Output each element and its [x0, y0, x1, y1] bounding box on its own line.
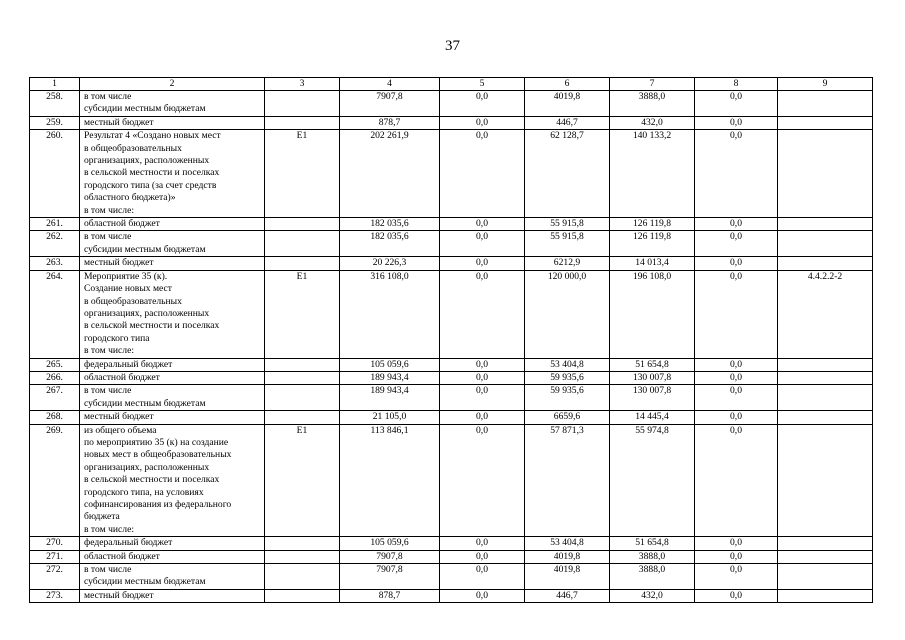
table-row	[30, 231, 873, 257]
row-name-cell: в том числе субсидии местным бюджетам	[80, 385, 265, 411]
row-total-cell: 182 035,6	[340, 231, 440, 257]
row-code-cell	[265, 589, 340, 602]
row-year2-cell: 53 404,8	[525, 358, 610, 371]
row-ref-cell: 4.4.2.2-2	[778, 270, 873, 358]
column-header: 2	[80, 78, 265, 91]
row-ref-cell	[778, 371, 873, 384]
row-year4-cell: 0,0	[695, 270, 778, 358]
row-year3-cell: 51 654,8	[610, 358, 695, 371]
row-total-cell: 316 108,0	[340, 270, 440, 358]
row-year4-cell: 0,0	[695, 218, 778, 231]
row-total-cell: 113 846,1	[340, 424, 440, 537]
row-total-cell: 189 943,4	[340, 385, 440, 411]
row-total-cell: 105 059,6	[340, 537, 440, 550]
row-year1-cell: 0,0	[440, 130, 525, 218]
row-name-cell: в том числе субсидии местным бюджетам	[80, 564, 265, 590]
row-ref-cell	[778, 424, 873, 537]
row-code-cell: Е1	[265, 424, 340, 537]
row-ref-cell	[778, 218, 873, 231]
row-year1-cell: 0,0	[440, 564, 525, 590]
row-year2-cell: 446,7	[525, 589, 610, 602]
row-total-cell: 202 261,9	[340, 130, 440, 218]
row-ref-cell	[778, 257, 873, 270]
table-row	[30, 270, 873, 358]
table-body	[30, 78, 873, 603]
row-year3-cell: 14 445,4	[610, 411, 695, 424]
row-year4-cell: 0,0	[695, 550, 778, 563]
row-year2-cell: 59 935,6	[525, 371, 610, 384]
row-year1-cell: 0,0	[440, 589, 525, 602]
page-number: 37	[445, 38, 460, 54]
column-header: 5	[440, 78, 525, 91]
row-name-cell: в том числе субсидии местным бюджетам	[80, 91, 265, 117]
row-code-cell	[265, 358, 340, 371]
row-number-cell: 259.	[30, 116, 80, 129]
table-row	[30, 91, 873, 117]
table-row	[30, 116, 873, 129]
row-number-cell: 265.	[30, 358, 80, 371]
row-code-cell	[265, 550, 340, 563]
row-year4-cell: 0,0	[695, 116, 778, 129]
row-year4-cell: 0,0	[695, 564, 778, 590]
row-year4-cell: 0,0	[695, 91, 778, 117]
row-year1-cell: 0,0	[440, 257, 525, 270]
row-ref-cell	[778, 564, 873, 590]
row-year3-cell: 126 119,8	[610, 231, 695, 257]
row-year2-cell: 4019,8	[525, 91, 610, 117]
row-year1-cell: 0,0	[440, 537, 525, 550]
row-year4-cell: 0,0	[695, 358, 778, 371]
row-ref-cell	[778, 550, 873, 563]
row-year1-cell: 0,0	[440, 231, 525, 257]
row-year2-cell: 6212,9	[525, 257, 610, 270]
row-code-cell	[265, 91, 340, 117]
row-total-cell: 105 059,6	[340, 358, 440, 371]
row-year3-cell: 432,0	[610, 589, 695, 602]
row-year1-cell: 0,0	[440, 385, 525, 411]
row-name-cell: областной бюджет	[80, 550, 265, 563]
row-code-cell	[265, 116, 340, 129]
row-ref-cell	[778, 537, 873, 550]
row-ref-cell	[778, 130, 873, 218]
row-year4-cell: 0,0	[695, 589, 778, 602]
row-code-cell: Е1	[265, 270, 340, 358]
row-year2-cell: 57 871,3	[525, 424, 610, 537]
row-total-cell: 189 943,4	[340, 371, 440, 384]
row-total-cell: 20 226,3	[340, 257, 440, 270]
row-year2-cell: 4019,8	[525, 564, 610, 590]
row-name-cell: областной бюджет	[80, 371, 265, 384]
row-number-cell: 260.	[30, 130, 80, 218]
row-year3-cell: 55 974,8	[610, 424, 695, 537]
row-total-cell: 182 035,6	[340, 218, 440, 231]
row-name-cell: местный бюджет	[80, 411, 265, 424]
row-year3-cell: 3888,0	[610, 564, 695, 590]
row-year1-cell: 0,0	[440, 424, 525, 537]
table-row	[30, 537, 873, 550]
row-total-cell: 878,7	[340, 589, 440, 602]
column-header: 1	[30, 78, 80, 91]
row-code-cell	[265, 257, 340, 270]
row-year2-cell: 4019,8	[525, 550, 610, 563]
row-year4-cell: 0,0	[695, 385, 778, 411]
row-number-cell: 270.	[30, 537, 80, 550]
row-name-cell: областной бюджет	[80, 218, 265, 231]
row-number-cell: 258.	[30, 91, 80, 117]
row-ref-cell	[778, 91, 873, 117]
row-year3-cell: 14 013,4	[610, 257, 695, 270]
column-header: 6	[525, 78, 610, 91]
row-ref-cell	[778, 358, 873, 371]
row-name-cell: Мероприятие 35 (к). Создание новых мест в общеобразовательных организациях, расположенных в сельской местности и поселках городского типа в том числе:	[80, 270, 265, 358]
table-row	[30, 218, 873, 231]
row-year1-cell: 0,0	[440, 550, 525, 563]
row-year1-cell: 0,0	[440, 371, 525, 384]
row-number-cell: 269.	[30, 424, 80, 537]
row-total-cell: 7907,8	[340, 91, 440, 117]
row-year2-cell: 120 000,0	[525, 270, 610, 358]
row-number-cell: 261.	[30, 218, 80, 231]
row-name-cell: в том числе субсидии местным бюджетам	[80, 231, 265, 257]
row-year4-cell: 0,0	[695, 537, 778, 550]
row-year2-cell: 59 935,6	[525, 385, 610, 411]
row-year1-cell: 0,0	[440, 91, 525, 117]
row-year2-cell: 62 128,7	[525, 130, 610, 218]
table-row	[30, 257, 873, 270]
row-ref-cell	[778, 116, 873, 129]
table-row	[30, 385, 873, 411]
row-name-cell: местный бюджет	[80, 589, 265, 602]
row-number-cell: 273.	[30, 589, 80, 602]
row-year1-cell: 0,0	[440, 411, 525, 424]
row-number-cell: 267.	[30, 385, 80, 411]
column-header: 9	[778, 78, 873, 91]
row-ref-cell	[778, 589, 873, 602]
row-code-cell	[265, 537, 340, 550]
row-year2-cell: 6659,6	[525, 411, 610, 424]
row-year4-cell: 0,0	[695, 257, 778, 270]
row-year4-cell: 0,0	[695, 130, 778, 218]
table-row	[30, 411, 873, 424]
row-year3-cell: 432,0	[610, 116, 695, 129]
table-row	[30, 358, 873, 371]
row-number-cell: 266.	[30, 371, 80, 384]
row-total-cell: 878,7	[340, 116, 440, 129]
row-ref-cell	[778, 231, 873, 257]
column-header: 4	[340, 78, 440, 91]
row-year3-cell: 130 007,8	[610, 371, 695, 384]
row-total-cell: 7907,8	[340, 550, 440, 563]
row-number-cell: 262.	[30, 231, 80, 257]
row-year2-cell: 53 404,8	[525, 537, 610, 550]
row-code-cell: Е1	[265, 130, 340, 218]
table-row	[30, 550, 873, 563]
row-number-cell: 272.	[30, 564, 80, 590]
row-year3-cell: 3888,0	[610, 550, 695, 563]
row-number-cell: 268.	[30, 411, 80, 424]
table-row	[30, 130, 873, 218]
row-year3-cell: 196 108,0	[610, 270, 695, 358]
row-code-cell	[265, 385, 340, 411]
row-year4-cell: 0,0	[695, 424, 778, 537]
row-year3-cell: 3888,0	[610, 91, 695, 117]
row-number-cell: 263.	[30, 257, 80, 270]
row-total-cell: 21 105,0	[340, 411, 440, 424]
row-year4-cell: 0,0	[695, 231, 778, 257]
row-name-cell: федеральный бюджет	[80, 537, 265, 550]
row-name-cell: местный бюджет	[80, 116, 265, 129]
row-code-cell	[265, 564, 340, 590]
row-year4-cell: 0,0	[695, 411, 778, 424]
row-year1-cell: 0,0	[440, 358, 525, 371]
table-row	[30, 564, 873, 590]
table-header-row	[30, 78, 873, 91]
row-code-cell	[265, 371, 340, 384]
row-code-cell	[265, 231, 340, 257]
row-year1-cell: 0,0	[440, 116, 525, 129]
row-ref-cell	[778, 385, 873, 411]
row-name-cell: из общего объема по мероприятию 35 (к) на создание новых мест в общеобразовательных организациях, расположенных в сельской местности и поселках городского типа, на условиях софинансирования из федерального бюджета в том числе:	[80, 424, 265, 537]
column-header: 7	[610, 78, 695, 91]
table-row	[30, 424, 873, 537]
table-row	[30, 589, 873, 602]
row-code-cell	[265, 411, 340, 424]
row-number-cell: 271.	[30, 550, 80, 563]
row-year3-cell: 126 119,8	[610, 218, 695, 231]
row-name-cell: Результат 4 «Создано новых мест в общеобразовательных организациях, расположенных в сельской местности и поселках городского типа (за счет средств областного бюджета)» в том числе:	[80, 130, 265, 218]
row-total-cell: 7907,8	[340, 564, 440, 590]
row-ref-cell	[778, 411, 873, 424]
budget-table	[29, 77, 873, 603]
row-year2-cell: 446,7	[525, 116, 610, 129]
column-header: 3	[265, 78, 340, 91]
table-row	[30, 371, 873, 384]
row-year3-cell: 51 654,8	[610, 537, 695, 550]
row-year2-cell: 55 915,8	[525, 231, 610, 257]
row-name-cell: местный бюджет	[80, 257, 265, 270]
column-header: 8	[695, 78, 778, 91]
row-name-cell: федеральный бюджет	[80, 358, 265, 371]
row-year1-cell: 0,0	[440, 270, 525, 358]
row-year3-cell: 140 133,2	[610, 130, 695, 218]
row-year4-cell: 0,0	[695, 371, 778, 384]
row-number-cell: 264.	[30, 270, 80, 358]
row-year2-cell: 55 915,8	[525, 218, 610, 231]
row-code-cell	[265, 218, 340, 231]
row-year3-cell: 130 007,8	[610, 385, 695, 411]
row-year1-cell: 0,0	[440, 218, 525, 231]
